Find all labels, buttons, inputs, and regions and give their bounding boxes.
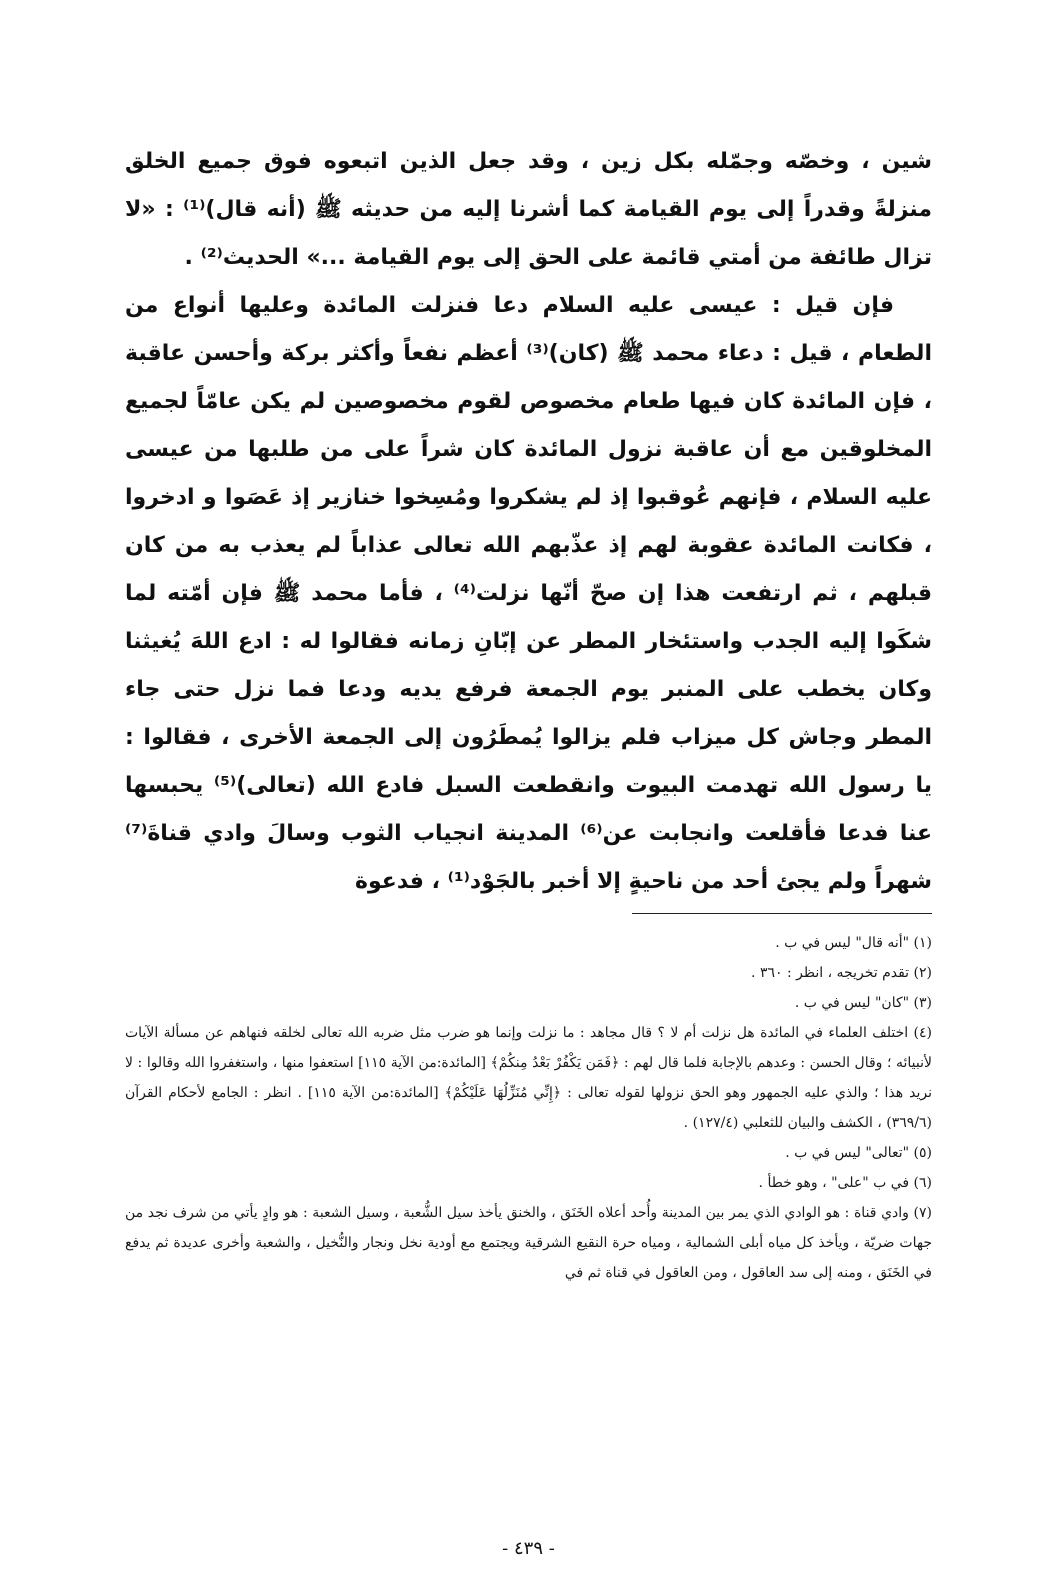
footnote-7: (٧) وادي قناة : هو الوادي الذي يمر بين المدينة وأُحد أعلاه الخَنَق ، والخنق يأخذ سيل الشُّعبة ، وسيل الشعبة : هو وادٍ يأتي من شرف نجد من جهات ضريّة ، ويأخذ كل مياه أبلى الشمالية ، ومياه حرة النقيع الشرقية ويجتمع مع أودية نخل ونجار والنُّخيل ، والشعبة وأخرى عديدة ثم يدفع في الخَنَق ، ومنه إلى سد العاقول ، ومن العاقول في قناة ثم في [125, 1205, 932, 1281]
page-number: - ٤٣٩ - [502, 1538, 555, 1559]
paragraph-1: شين ، وخصّه وجمّله بكل زين ، وقد جعل الذين اتبعوه فوق جميع الخلق منزلةً وقدراً إلى يوم القيامة كما أشرنا إليه من حديثه ﷺ (أنه قال)⁽¹⁾ : «لا تزال طائفة من أمتي قائمة على الحق إلى يوم القيامة ...» الحديث⁽²⁾ . [125, 149, 932, 270]
footnote-1: (١) "أنه قال" ليس في ب . [775, 935, 932, 951]
footnote-2: (٢) تقدم تخريجه ، انظر : ٣٦٠ . [751, 965, 932, 981]
footnote-4: (٤) اختلف العلماء في المائدة هل نزلت أم لا ؟ قال مجاهد : ما نزلت وإنما هو ضرب مثل ضربه الله تعالى لخلقه فنهاهم عن مسألة الآيات لأنبيائه ؛ وقال الحسن : وعدهم بالإجابة فلما قال لهم : ﴿فَمَن يَكْفُرْ بَعْدُ مِنكُمْ﴾ [المائدة:من الآية ١١٥] استعفوا منها ، واستغفروا الله وقالوا : لا نريد هذا ؛ والذي عليه الجمهور وهو الحق نزولها لقوله تعالى : ﴿إِنِّي مُنَزِّلُهَا عَلَيْكُمْ﴾ [المائدة:من الآية ١١٥] . انظر : الجامع لأحكام القرآن (٣٦٩/٦) ، الكشف والبيان للثعلبي (١٢٧/٤) . [125, 1025, 932, 1131]
footnote-separator [632, 913, 932, 914]
paragraph-2: فإن قيل : عيسى عليه السلام دعا فنزلت المائدة وعليها أنواع من الطعام ، قيل : دعاء محمد ﷺ (كان)⁽³⁾ أعظم نفعاً وأكثر بركة وأحسن عاقبة ، فإن المائدة كان فيها طعام مخصوص لقوم مخصوصين لم يكن عامّاً لجميع المخلوقين مع أن عاقبة نزول المائدة كان شراً على من طلبها من عيسى عليه السلام ، فإنهم عُوقبوا إذ لم يشكروا ومُسِخوا خنازير إذ عَصَوا و ادخروا ، فكانت المائدة عقوبة لهم إذ عذّبهم الله تعالى عذاباً لم يعذب به من كان قبلهم ، ثم ارتفعت هذا إن صحّ أنّها نزلت⁽⁴⁾ ، فأما محمد ﷺ فإن أمّته لما شكَوا إليه الجدب واستئخار المطر عن إبّانِ زمانه فقالوا له : ادع اللهَ يُغيثنا وكان يخطب على المنبر يوم الجمعة فرفع يديه ودعا فما نزل حتى جاء المطر وجاش كل ميزاب فلم يزالوا يُمطَرُون إلى الجمعة الأخرى ، فقالوا : يا رسول الله تهدمت البيوت وانقطعت السبل فادع الله (تعالى)⁽⁵⁾ يحبسها عنا فدعا فأقلعت وانجابت عن⁽⁶⁾ المدينة انجياب الثوب وسالَ وادي قناةَ⁽⁷⁾ شهراً ولم يجئ أحد من ناحيةٍ إلا أخبر بالجَوْد⁽¹⁾ ، فدعوة [125, 293, 933, 894]
footnote-6: (٦) في ب "على" ، وهو خطأ . [758, 1175, 932, 1191]
footnote-3: (٣) "كان" ليس في ب . [794, 995, 932, 1011]
main-text-body [125, 138, 932, 906]
footnote-5: (٥) "تعالى" ليس في ب . [785, 1145, 932, 1161]
footnotes-section [125, 928, 932, 1288]
